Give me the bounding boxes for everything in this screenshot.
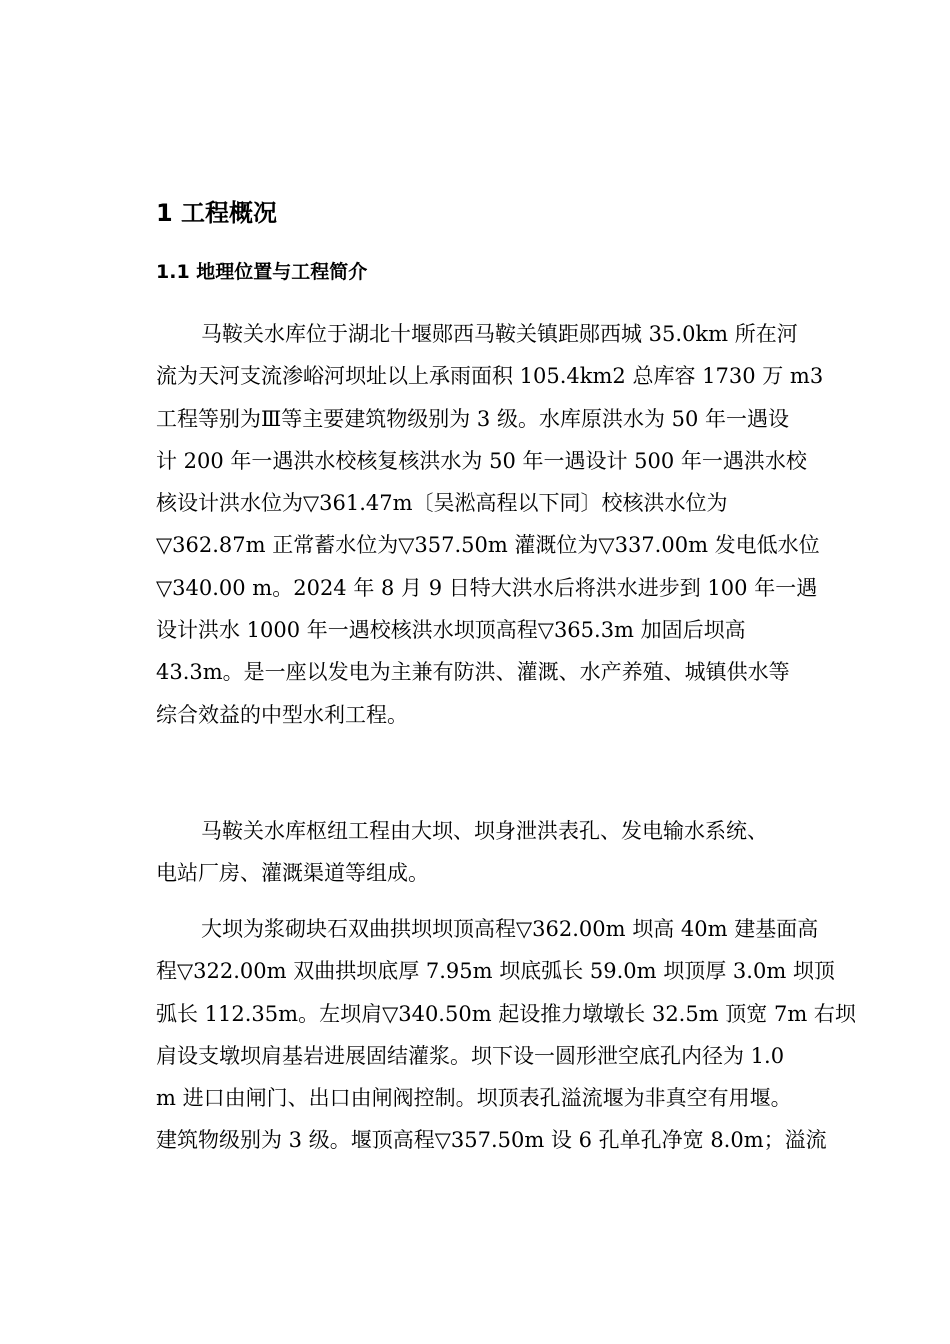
text-line: m 进口由闸门、出口由闸阀控制。坝顶表孔溢流堰为非真空有用堰。 xyxy=(156,1086,792,1111)
section-heading: 1 工程概况 xyxy=(156,199,278,227)
text-line: 建筑物级别为 3 级。堰顶高程▽357.50m 设 6 孔单孔净宽 8.0m；溢流 xyxy=(156,1128,827,1153)
text-line: ▽340.00 m。2024 年 8 月 9 日特大洪水后将洪水进步到 100 年一遇 xyxy=(156,575,818,600)
text-line: 工程等别为Ⅲ等主要建筑物级别为 3 级。水库原洪水为 50 年一遇设 xyxy=(156,406,790,431)
text-line: ▽362.87m 正常蓄水位为▽357.50m 灌溉位为▽337.00m 发电低水位 xyxy=(156,533,820,558)
paragraph-dam-description xyxy=(156,908,856,1162)
text-line: 综合效益的中型水利工程。 xyxy=(156,702,408,727)
text-line: 电站厂房、灌溉渠道等组成。 xyxy=(156,861,429,886)
text-line: 流为天河支流渗峪河坝址以上承雨面积 105.4km2 总库容 1730 万 m3 xyxy=(156,364,824,389)
text-line: 大坝为浆砌块石双曲拱坝坝顶高程▽362.00m 坝高 40m 建基面高 xyxy=(201,917,819,941)
paragraph-hub-components xyxy=(156,810,824,895)
text-line: 程▽322.00m 双曲拱坝底厚 7.95m 坝底弧长 59.0m 坝顶厚 3.0m 坝顶 xyxy=(156,959,835,984)
text-line: 核设计洪水位为▽361.47m〔吴淞高程以下同〕校核洪水位为 xyxy=(156,491,728,516)
text-line: 马鞍关水库枢纽工程由大坝、坝身泄洪表孔、发电输水系统、 xyxy=(201,819,768,843)
text-line: 计 200 年一遇洪水校核复核洪水为 50 年一遇设计 500 年一遇洪水校 xyxy=(156,448,807,473)
subsection-heading: 1.1 地理位置与工程简介 xyxy=(156,261,368,283)
text-line: 马鞍关水库位于湖北十堰郧西马鞍关镇距郧西城 35.0km 所在河 xyxy=(201,322,798,346)
text-line: 弧长 112.35m。左坝肩▽340.50m 起设推力墩墩长 32.5m 顶宽 7m 右坝 xyxy=(156,1001,856,1026)
text-line: 设计洪水 1000 年一遇校核洪水坝顶高程▽365.3m 加固后坝高 xyxy=(156,618,746,643)
text-line: 43.3m。是一座以发电为主兼有防洪、灌溉、水产养殖、城镇供水等 xyxy=(156,660,790,685)
text-line: 肩设支墩坝肩基岩进展固结灌浆。坝下设一圆形泄空底孔内径为 1.0 xyxy=(156,1043,785,1068)
paragraph-location-overview xyxy=(156,313,824,736)
